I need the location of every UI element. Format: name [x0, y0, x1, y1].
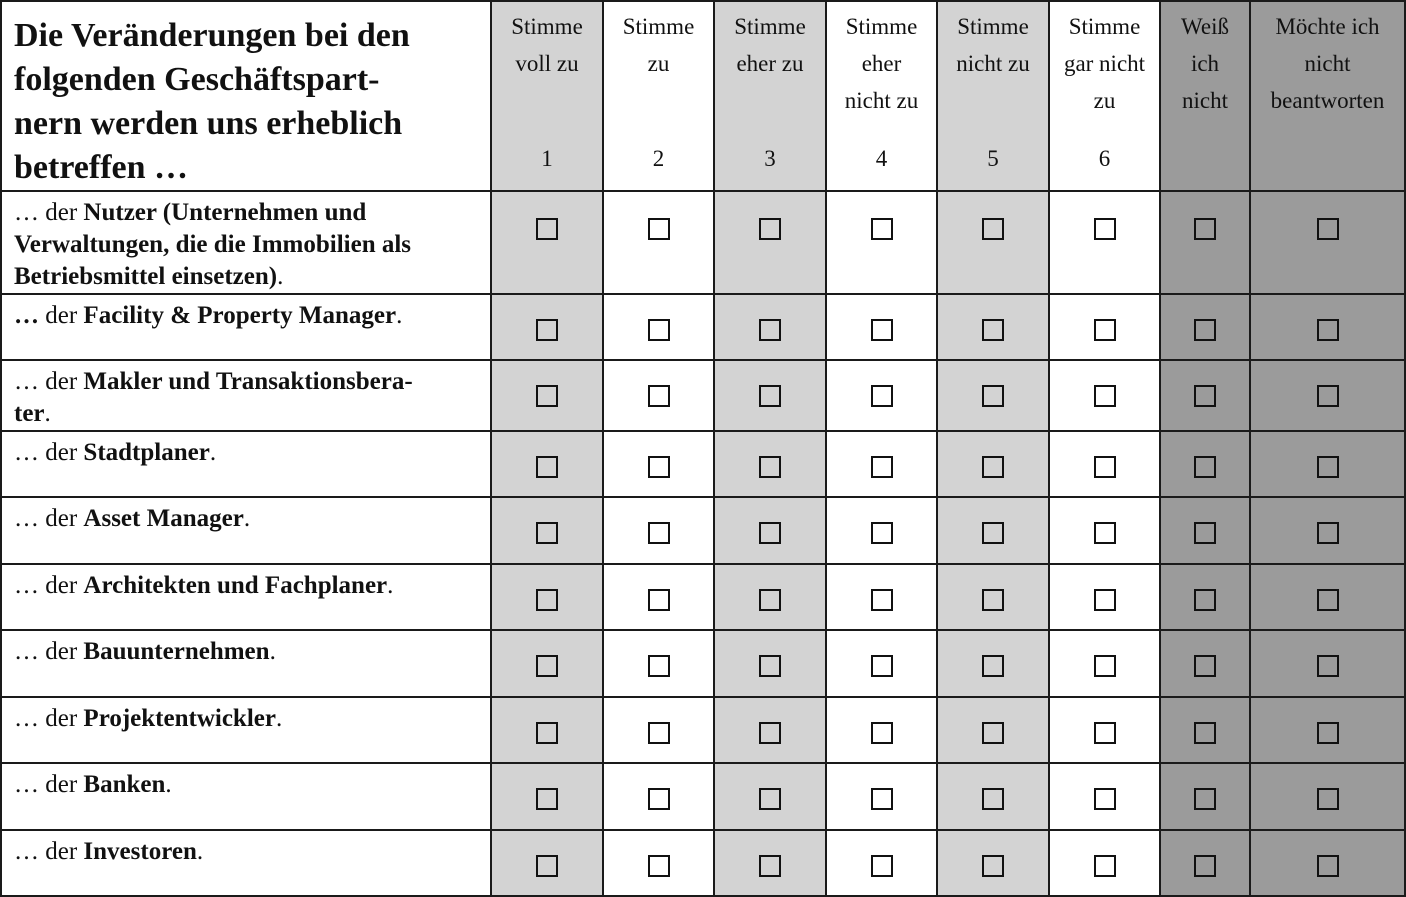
answer-checkbox-8[interactable] [1317, 522, 1339, 544]
column-label-line: ich [1190, 51, 1220, 76]
answer-cell [826, 830, 937, 896]
statement-fragment: . [387, 572, 394, 599]
answer-checkbox-5[interactable] [982, 456, 1004, 478]
statement-row [1, 191, 1405, 294]
answer-cell [1160, 564, 1250, 630]
statement-subject: Betriebsmittel einsetzen) [14, 263, 278, 290]
statement-row [1, 630, 1405, 697]
answer-checkbox-4[interactable] [871, 722, 893, 744]
column-number: 6 [1098, 146, 1111, 171]
answer-cell [1160, 830, 1250, 896]
answer-checkbox-5[interactable] [982, 218, 1004, 240]
answer-cell [1250, 360, 1405, 431]
answer-cell [714, 763, 826, 830]
answer-checkbox-8[interactable] [1317, 589, 1339, 611]
answer-checkbox-3[interactable] [759, 589, 781, 611]
answer-checkbox-5[interactable] [982, 319, 1004, 341]
answer-cell [1049, 431, 1160, 497]
column-label-line: Stimme [511, 14, 583, 39]
statement-subject: Asset Manager [83, 505, 244, 532]
question-title-line: folgenden Geschäftspart- [14, 61, 380, 98]
answer-cell [714, 360, 826, 431]
column-label [827, 2, 936, 119]
answer-cell [603, 564, 714, 630]
statement-row [1, 830, 1405, 896]
statement-subject: Stadtplaner [83, 439, 210, 466]
answer-cell [937, 294, 1049, 360]
answer-cell [826, 497, 937, 564]
column-label-line: Stimme [734, 14, 806, 39]
answer-cell [603, 763, 714, 830]
statement-fragment: … der [14, 368, 84, 395]
statement-subject: Investoren [83, 838, 197, 865]
answer-checkbox-3[interactable] [759, 788, 781, 810]
answer-checkbox-8[interactable] [1317, 456, 1339, 478]
statement-text [1, 497, 491, 564]
answer-cell [491, 294, 603, 360]
answer-checkbox-3[interactable] [759, 722, 781, 744]
answer-checkbox-2[interactable] [648, 456, 670, 478]
answer-cell [1049, 497, 1160, 564]
answer-checkbox-7[interactable] [1194, 722, 1216, 744]
answer-checkbox-1[interactable] [536, 788, 558, 810]
answer-cell [826, 697, 937, 763]
column-label [1251, 2, 1404, 119]
answer-checkbox-8[interactable] [1317, 655, 1339, 677]
answer-checkbox-8[interactable] [1317, 385, 1339, 407]
statement-fragment: … der [14, 771, 84, 798]
answer-cell [714, 497, 826, 564]
statement-subject: Facility & Property Manager [83, 302, 397, 329]
answer-cell [1049, 830, 1160, 896]
statement-fragment: … der [14, 705, 84, 732]
answer-checkbox-7[interactable] [1194, 655, 1216, 677]
answer-cell [937, 630, 1049, 697]
answer-cell [937, 191, 1049, 294]
column-label-line: Weiß [1181, 14, 1229, 39]
answer-cell [826, 294, 937, 360]
statement-row [1, 697, 1405, 763]
statement-fragment: . [196, 838, 204, 865]
statement-fragment: … der [14, 638, 84, 665]
answer-cell [1160, 630, 1250, 697]
answer-cell [1250, 497, 1405, 564]
answer-checkbox-6[interactable] [1094, 456, 1116, 478]
answer-checkbox-3[interactable] [759, 319, 781, 341]
answer-cell [491, 763, 603, 830]
answer-cell [1160, 697, 1250, 763]
column-number: 4 [875, 146, 888, 171]
answer-checkbox-4[interactable] [871, 522, 893, 544]
answer-checkbox-6[interactable] [1094, 522, 1116, 544]
answer-cell [1049, 360, 1160, 431]
statement-fragment: . [269, 638, 276, 665]
answer-checkbox-8[interactable] [1317, 218, 1339, 240]
answer-cell [1160, 763, 1250, 830]
statement-subject: Architekten und Fachplaner [83, 572, 388, 599]
answer-cell [491, 564, 603, 630]
statement-text [1, 830, 491, 896]
statement-fragment: … der [14, 439, 84, 466]
answer-cell [937, 697, 1049, 763]
column-header-5 [937, 1, 1049, 191]
statement-fragment: … der [14, 572, 84, 599]
answer-checkbox-4[interactable] [871, 788, 893, 810]
statement-row [1, 763, 1405, 830]
statement-text [1, 564, 491, 630]
answer-checkbox-8[interactable] [1317, 788, 1339, 810]
answer-cell [603, 360, 714, 431]
answer-checkbox-4[interactable] [871, 218, 893, 240]
statement-subject: Banken [83, 771, 166, 798]
column-header-3 [714, 1, 826, 191]
answer-cell [1160, 191, 1250, 294]
statement-subject: Bauunternehmen [83, 638, 270, 665]
statement-fragment: . [396, 302, 403, 329]
answer-cell [603, 294, 714, 360]
answer-checkbox-5[interactable] [982, 722, 1004, 744]
answer-checkbox-5[interactable] [982, 655, 1004, 677]
answer-checkbox-8[interactable] [1317, 722, 1339, 744]
column-label-line: Stimme [957, 14, 1029, 39]
column-header-6 [1049, 1, 1160, 191]
statement-text [1, 697, 491, 763]
answer-checkbox-3[interactable] [759, 655, 781, 677]
column-label-line: eher zu [736, 51, 804, 76]
column-label-line: nicht [1182, 88, 1228, 113]
column-label-line: zu [647, 51, 670, 76]
answer-checkbox-1[interactable] [536, 319, 558, 341]
answer-cell [1250, 697, 1405, 763]
answer-cell [1049, 564, 1160, 630]
answer-cell [1160, 497, 1250, 564]
statement-subject: Nutzer (Unternehmen und [83, 199, 367, 226]
answer-cell [937, 431, 1049, 497]
answer-checkbox-7[interactable] [1194, 788, 1216, 810]
answer-checkbox-4[interactable] [871, 655, 893, 677]
answer-checkbox-3[interactable] [759, 855, 781, 877]
column-label [1050, 2, 1159, 119]
answer-checkbox-3[interactable] [759, 218, 781, 240]
answer-cell [1250, 431, 1405, 497]
answer-checkbox-1[interactable] [536, 855, 558, 877]
answer-checkbox-6[interactable] [1094, 589, 1116, 611]
answer-cell [1250, 763, 1405, 830]
answer-cell [826, 763, 937, 830]
answer-checkbox-6[interactable] [1094, 855, 1116, 877]
statement-text [1, 360, 491, 431]
answer-checkbox-7[interactable] [1194, 855, 1216, 877]
statement-text [1, 294, 491, 360]
column-label-line: Stimme [622, 14, 695, 39]
answer-cell [491, 360, 603, 431]
answer-checkbox-1[interactable] [536, 722, 558, 744]
answer-checkbox-2[interactable] [648, 589, 670, 611]
answer-cell [826, 360, 937, 431]
answer-cell [714, 630, 826, 697]
column-label-line: beantworten [1270, 88, 1385, 113]
answer-checkbox-1[interactable] [536, 589, 558, 611]
statement-subject: Verwaltungen, die die Immobilien als [14, 231, 412, 258]
statement-fragment: . [44, 400, 51, 427]
statement-subject: ter [14, 400, 45, 427]
answer-checkbox-4[interactable] [871, 319, 893, 341]
question-title-line: betreffen … [14, 149, 189, 186]
column-number: 1 [541, 146, 553, 171]
question-title [1, 1, 491, 191]
answer-cell [937, 564, 1049, 630]
statement-fragment: … der [14, 838, 84, 865]
statement-text [1, 191, 491, 294]
answer-checkbox-6[interactable] [1094, 655, 1116, 677]
answer-cell [826, 431, 937, 497]
answer-checkbox-3[interactable] [759, 456, 781, 478]
statement-row [1, 431, 1405, 497]
column-label-line: nicht zu [956, 51, 1030, 76]
answer-cell [491, 497, 603, 564]
answer-checkbox-2[interactable] [648, 722, 670, 744]
answer-checkbox-8[interactable] [1317, 319, 1339, 341]
statement-fragment: . [209, 439, 217, 466]
answer-cell [714, 697, 826, 763]
answer-cell [1049, 697, 1160, 763]
answer-checkbox-1[interactable] [536, 655, 558, 677]
answer-cell [1250, 294, 1405, 360]
answer-checkbox-7[interactable] [1194, 319, 1216, 341]
column-label-line: zu [1093, 88, 1116, 113]
statement-fragment: . [165, 771, 172, 798]
answer-checkbox-2[interactable] [648, 655, 670, 677]
answer-checkbox-1[interactable] [536, 456, 558, 478]
answer-cell [1049, 630, 1160, 697]
answer-checkbox-7[interactable] [1194, 522, 1216, 544]
answer-checkbox-5[interactable] [982, 788, 1004, 810]
answer-cell [826, 564, 937, 630]
column-label-line: Stimme [1068, 14, 1141, 39]
answer-checkbox-4[interactable] [871, 589, 893, 611]
column-header-2 [603, 1, 714, 191]
column-label-line: eher [861, 51, 902, 76]
statement-text [1, 431, 491, 497]
answer-cell [1049, 763, 1160, 830]
column-label [715, 2, 825, 82]
answer-cell [491, 697, 603, 763]
column-header-1 [491, 1, 603, 191]
answer-checkbox-2[interactable] [648, 788, 670, 810]
statement-text [1, 763, 491, 830]
answer-cell [937, 763, 1049, 830]
column-header-4 [826, 1, 937, 191]
statement-fragment: … der [14, 505, 84, 532]
answer-cell [603, 630, 714, 697]
statement-subject: Makler und Transaktionsbera- [83, 368, 413, 395]
answer-checkbox-3[interactable] [759, 385, 781, 407]
answer-cell [491, 431, 603, 497]
statement-fragment: der [39, 302, 84, 329]
answer-checkbox-7[interactable] [1194, 456, 1216, 478]
answer-checkbox-5[interactable] [982, 522, 1004, 544]
answer-checkbox-1[interactable] [536, 218, 558, 240]
answer-cell [1049, 191, 1160, 294]
answer-cell [603, 697, 714, 763]
answer-checkbox-6[interactable] [1094, 319, 1116, 341]
answer-checkbox-5[interactable] [982, 385, 1004, 407]
answer-checkbox-7[interactable] [1194, 218, 1216, 240]
answer-cell [1250, 630, 1405, 697]
statement-subject: … [14, 302, 39, 329]
answer-checkbox-2[interactable] [648, 855, 670, 877]
answer-cell [826, 191, 937, 294]
statement-fragment: … der [14, 199, 84, 226]
column-number: 2 [652, 146, 665, 171]
answer-checkbox-8[interactable] [1317, 855, 1339, 877]
statement-fragment: . [277, 263, 284, 290]
answer-cell [1250, 830, 1405, 896]
column-number: 5 [987, 146, 999, 171]
answer-checkbox-2[interactable] [648, 218, 670, 240]
statement-row [1, 497, 1405, 564]
statement-fragment: . [243, 505, 251, 532]
answer-cell [937, 830, 1049, 896]
answer-cell [1250, 564, 1405, 630]
answer-cell [937, 360, 1049, 431]
answer-checkbox-2[interactable] [648, 319, 670, 341]
answer-cell [826, 630, 937, 697]
statement-row [1, 564, 1405, 630]
answer-cell [491, 191, 603, 294]
column-label-line: voll zu [515, 51, 579, 76]
answer-checkbox-5[interactable] [982, 589, 1004, 611]
answer-cell [603, 497, 714, 564]
answer-cell [714, 191, 826, 294]
column-label-line: nicht zu [844, 88, 919, 113]
answer-checkbox-7[interactable] [1194, 385, 1216, 407]
question-title-line: nern werden uns erheblich [14, 105, 403, 142]
answer-checkbox-6[interactable] [1094, 722, 1116, 744]
answer-cell [491, 830, 603, 896]
answer-cell [937, 497, 1049, 564]
answer-checkbox-2[interactable] [648, 522, 670, 544]
statement-text [1, 630, 491, 697]
answer-cell [1160, 431, 1250, 497]
column-label-line: Möchte ich [1275, 14, 1380, 39]
column-header-7 [1160, 1, 1250, 191]
answer-checkbox-1[interactable] [536, 385, 558, 407]
column-label [492, 2, 602, 82]
answer-checkbox-1[interactable] [536, 522, 558, 544]
question-title-line: Die Veränderungen bei den [14, 17, 410, 54]
answer-cell [1160, 294, 1250, 360]
statement-fragment: . [275, 705, 283, 732]
column-header-8 [1250, 1, 1405, 191]
column-label [938, 2, 1048, 82]
answer-checkbox-7[interactable] [1194, 589, 1216, 611]
column-label-line: gar nicht [1063, 51, 1146, 76]
column-label [604, 2, 713, 82]
column-label-line: nicht [1304, 51, 1351, 76]
answer-checkbox-5[interactable] [982, 855, 1004, 877]
answer-cell [714, 564, 826, 630]
answer-cell [603, 830, 714, 896]
statement-row [1, 294, 1405, 360]
answer-checkbox-6[interactable] [1094, 385, 1116, 407]
answer-checkbox-4[interactable] [871, 385, 893, 407]
answer-checkbox-4[interactable] [871, 456, 893, 478]
answer-cell [1049, 294, 1160, 360]
answer-cell [714, 830, 826, 896]
answer-cell [714, 431, 826, 497]
answer-cell [1250, 191, 1405, 294]
answer-cell [491, 630, 603, 697]
statement-rows [1, 191, 1405, 896]
answer-cell [1160, 360, 1250, 431]
statement-row [1, 360, 1405, 431]
answer-checkbox-4[interactable] [871, 855, 893, 877]
answer-cell [714, 294, 826, 360]
answer-checkbox-6[interactable] [1094, 788, 1116, 810]
column-label-line: Stimme [845, 14, 918, 39]
header-row [1, 1, 1405, 191]
answer-cell [603, 191, 714, 294]
column-number: 3 [764, 146, 776, 171]
answer-checkbox-3[interactable] [759, 522, 781, 544]
answer-checkbox-6[interactable] [1094, 218, 1116, 240]
answer-checkbox-2[interactable] [648, 385, 670, 407]
answer-cell [603, 431, 714, 497]
statement-subject: Projektentwickler [83, 705, 276, 732]
column-label [1161, 2, 1249, 119]
